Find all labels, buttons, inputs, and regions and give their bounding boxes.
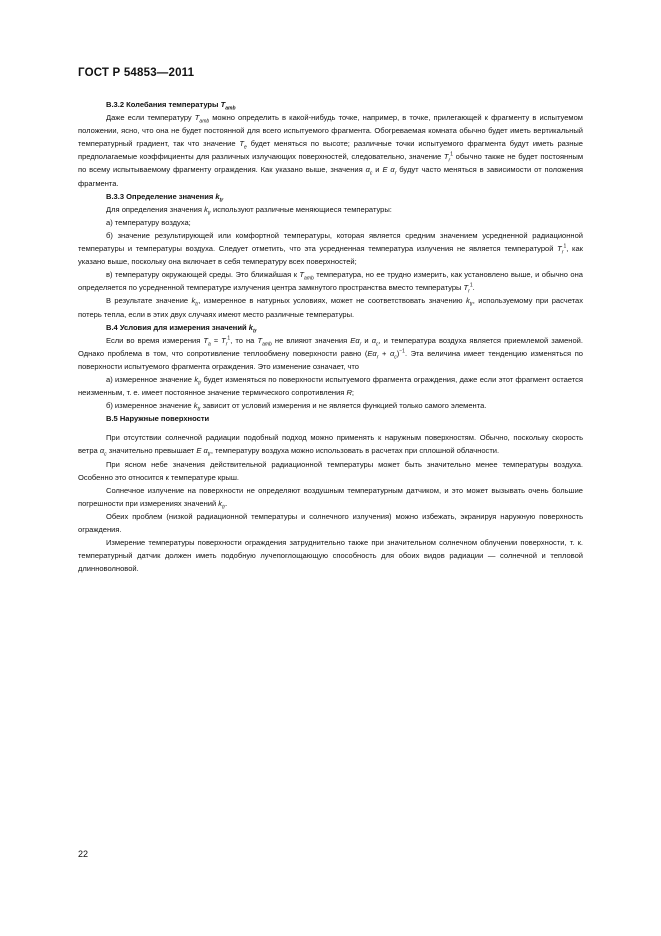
document-body xyxy=(78,98,583,575)
paragraph: В результате значение $k_{tr}$, измеренное в натурных условиях, может не соответствовать значению $k_{tr}$, используемому при расчетах потерь тепла, если в этих двух случаях имеют место различные температуры. xyxy=(78,296,583,319)
paragraph: Солнечное излучение на поверхности не определяют воздушным температурным датчиком, и это может вызывать очень большие погрешности при измерениях значений $k_{tr}$. xyxy=(78,485,583,511)
section-heading: В.5 Наружные поверхности xyxy=(106,414,210,424)
paragraph: Для определения значения $k_{tr}$ используют различные меняющиеся температуры: xyxy=(106,204,392,217)
document-header: ГОСТ Р 54853—2011 xyxy=(78,67,195,79)
paragraph: б) значение результирующей или комфортной температуры, которая является средним значением усредненной радиационной температуры и температуры воздуха. Следует отметить, что эта усредненная температура излучения не является температурой $T_r^1$, как указано выше, поскольку она включает в себя температуру всех поверхностей; xyxy=(78,230,583,267)
paragraph: а) температуру воздуха; xyxy=(106,217,191,227)
paragraph: Обеих проблем (низкой радиационной температуры и солнечного излучения) можно избежать, экранируя наружную поверхность ограждения. xyxy=(78,511,583,534)
section-heading: В.3.2 Колебания температуры $T_{amb}$ xyxy=(106,100,236,112)
section-heading: В.4 Условия для измерения значений $k_{tr}$ xyxy=(106,322,257,335)
paragraph: Измерение температуры поверхности ограждения затруднительно также при значительном солнечном облучении поверхности, т. к. температурный датчик должен иметь подобную лучепоглощающую способность для обоих видов радиации — солнечной и тепловой длинноволновой. xyxy=(78,538,583,574)
paragraph: в) температуру окружающей среды. Это ближайшая к $T_{amb}$ температура, но ее трудно измерить, как установлено выше, и обычно она определяется по усредненной температуре излучения центра замкнутого пространства вместо температуры $T_r^1$. xyxy=(78,270,583,295)
paragraph: Если во время измерения $T_a \approx T_r^1$, то на $T_{amb}$ не влияют значения $E\alpha_r$ и $\alpha_c$, и температура воздуха является приемлемой заменой. Однако проблема в том, что сопротивление теплообмену поверхности равно $(E\alpha_r + \alpha_c)^{-1}$. Эта величина имеет тенденцию изменяться по поверхности испытуемого фрагмента ограждения. Это изменение означает, что xyxy=(78,335,583,371)
paragraph: б) измеренное значение $k_{tr}$ зависит от условий измерения и не является функцией только самого элемента. xyxy=(106,401,487,413)
paragraph: Даже если температуру $T_{amb}$ можно определить в какой-нибудь точке, например, в точке, прилегающей к фрагменту в испытуемом положении, ясно, что она не будет постоянной для всего испытуемого фрагмента. Обогреваемая комната обычно будет иметь вертикальный температурный градиент, так что значение $T_e$ будет меняться по высоте; различные точки испытуемого фрагмента будут иметь разные предполагаемые коэффициенты для различных излучающих поверхностей, следовательно, значение $T_r^1$ обычно также не будет постоянным по всему испытываемому фрагменту ограждения. Как указано выше, значения $\alpha_c$ и E $\alpha_r$ будут часто меняться в зависимости от положения фрагмента. xyxy=(78,113,584,188)
paragraph: а) измеренное значение $k_{tr}$ будет изменяться по поверхности испытуемого фрагмента ограждения, даже если этот фрагмент остается неизменным, т. е. имеет постоянное значение термического сопротивления R; xyxy=(78,374,583,398)
paragraph: При отсутствии солнечной радиации подобный подход можно применять к наружным поверхностям. Обычно, поскольку скорость ветра $\alpha_c$ значительно превышает E $\alpha_{tr}$, температуру воздуха можно использовать в расчетах при сплошной облачности. xyxy=(78,433,583,458)
section-heading: В.3.3 Определение значения $k_{tr}$ xyxy=(106,191,224,204)
page-number: 22 xyxy=(78,849,89,859)
paragraph: При ясном небе значения действительной радиационной температуры может быть значительно менее температуры воздуха. Особенно это относится к температуре крыш. xyxy=(78,459,583,482)
